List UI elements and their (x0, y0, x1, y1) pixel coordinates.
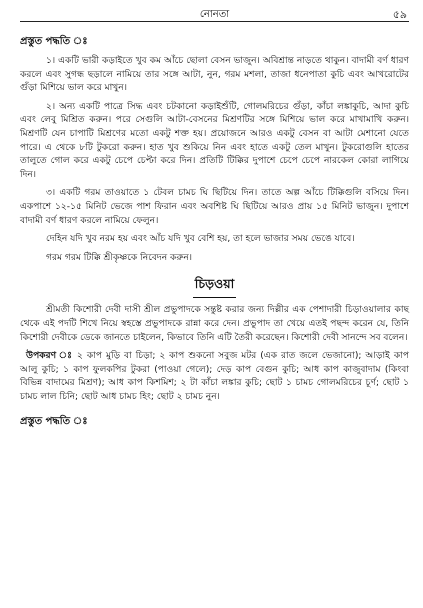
step-1-paragraph: ১। একটি ভারী কড়াইতে খুব কম আঁচে ছোলা বেসন ভাজুন। অবিশ্রান্ত নাড়তে থাকুন। বাদামী বর্ণ ধারণ করলে এবং সুগন্ধ ছড়ালে নামিয়ে তার সঙ্গে আটা, নুন, গরম মশলা, তাজা ধনেপাতা কুচি এবং আখরোটের গুঁড়া মিশিয়ে ভাল করে মাখুন। (20, 56, 409, 94)
ingredients-text: ২ কাপ মুড়ি বা চিড়া; ২ কাপ শুকনো সবুজ মটর (এক রাত জলে ভেজানো); আড়াই কাপ আলু কুচি; ১ কাপ ফুলকপির টুকরা (পাওয়া গেলে); দেড় কাপ বেগুন কুচি; আধ কাপ কাজুবাদাম (কিংবা বিভিন্ন বাদামের মিশ্রণ); আধ কাপ কিশমিশ; ২ টা কাঁচা লঙ্কার কুচি; ছোট ১ চামচ গোলমরিচের চূর্ণ; ছোট ১ চামচ লাল চিনি; ছোট আধ চামচ হিং; ছোট ২ চামচ নুন। (20, 351, 409, 402)
section-title-wrap (20, 273, 409, 298)
header-rule (20, 21, 409, 22)
note-paragraph: দেহিন যদি খুব নরম হয় এবং আঁচ যদি খুব বেশি হয়, তা হলে ভাজার সময় ভেঙে যাবে। (46, 234, 355, 245)
ingredients-label: উপকরণ ঃ (26, 351, 74, 362)
offering-paragraph: গরম গরম টিক্কি শ্রীকৃষ্ণকে নিবেদন করুন। (46, 252, 193, 263)
step-3-paragraph: ৩। একটি গরম তাওয়াতে ১ টেবল চামচ ঘি ছিটিয়ে দিন। তাতে অল্প আঁচে টিক্কিগুলি বসিয়ে দিন। একপাশে ১২-১৫ মিনিট ভেজে পাশ ফিরান এবং অবশিষ্ট ঘি ছিটিয়ে আরও প্রায় ১৫ মিনিট ভাজুন। দুপাশে বাদামী বর্ণ ধারণ করলে নামিয়ে ফেলুন। (20, 188, 409, 226)
method-heading: প্রস্তুত পদ্ধতি ঃ (20, 36, 88, 47)
ingredients-paragraph (20, 350, 409, 404)
running-header (20, 0, 409, 24)
page-number: ৫৯ (392, 8, 407, 21)
method-heading-2: প্রস্তুত পদ্ধতি ঃ (20, 416, 88, 428)
recipe-title: চিড়ওয়া (193, 276, 236, 298)
running-title: নোনতা (199, 9, 230, 20)
step-2-paragraph: ২। অন্য একটি পাত্রে সিদ্ধ এবং চটকানো কড়াইশুঁটি, গোলমরিচের গুঁড়া, কাঁচা লঙ্কাকুচি, আদা কুচি এবং লেবু মিশ্রিত করুন। পরে সেগুলি আটা-বেসনের মিশ্রণটির সঙ্গে মিশিয়ে ভাল করে মাখামাখি করুন। মিশ্রণটি যেন চাপাটি মিশ্রণের মতো একটু শক্ত হয়। প্রয়োজনে আরও একটু বেসন বা আটা মেশানো যেতে পারে। এ থেকে ৮টি টুকরো করুন। হাত খুব শুকিয়ে নিন এবং হাতে একটু তেল মাখুন। টুকরোগুলি হাতের তালুতে গোল করে একটু চেপে চেপ্টা করে দিন। প্রতিটি টিক্কির দুপাশে চেপে চেপে নারকেল কোরা লাগিয়ে দিন। (20, 101, 409, 180)
recipe-intro-paragraph: শ্রীমতী কিশোরী দেবী দাসী শ্রীল প্রভুপাদকে সন্তুষ্ট করার জন্য দিল্লীর এক পেশাদারী চিড়াওয়ালার কাছ থেকে এই পদটি শিখে নিয়ে স্বহস্তে প্রভুপাদকে রান্না করে দেন। প্রভুপাদ তা খেয়ে এতই পছন্দ করেন যে, তিনি কিশোরী দেবীকে ডেকে জানতে চাইলেন, কিভাবে তিনি এটি তৈরী করেছেন। কিশোরী দেবী সানন্দে সব বলেন। (20, 305, 409, 343)
